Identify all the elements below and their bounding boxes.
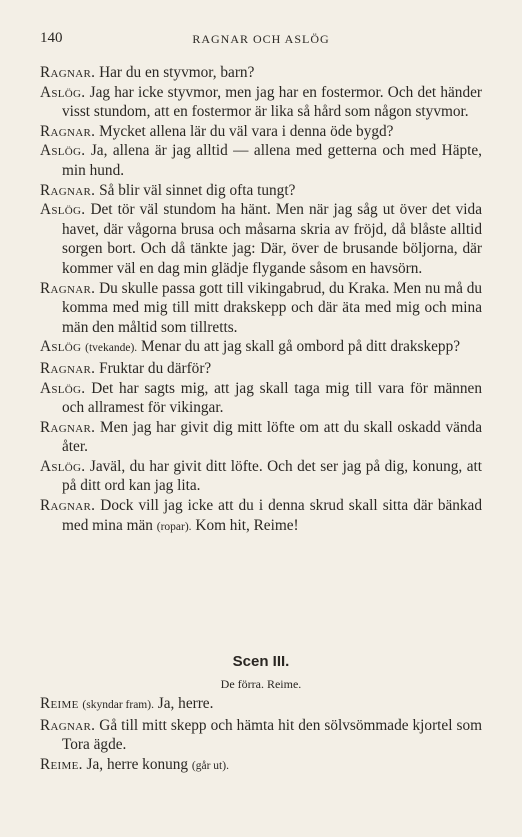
speech-text: Du skulle passa gott till vikingabrud, du Kraka. Men nu må du komma med mig till mitt drakskepp och där äta med mig och mina män den måltid som tillretts. (62, 279, 482, 336)
speaker-name: Ragnar. (40, 64, 96, 81)
speaker-name: Aslög. (40, 457, 86, 475)
speaker-name: Ragnar. (40, 122, 96, 140)
speech (40, 755, 482, 777)
speaker-name: Ragnar. (40, 716, 96, 734)
stage-direction: (skyndar fram). (82, 699, 154, 711)
speech (40, 83, 482, 122)
speaker-name: Ragnar. (40, 181, 96, 199)
speech-text: Dock vill jag icke att du i denna skrud skall sitta där bänkad med mina män (62, 497, 482, 534)
stage-direction: (ropar). (156, 520, 192, 533)
running-head: RAGNAR OCH ASLÖG (192, 32, 330, 46)
speech-text: Ja, allena är jag alltid — allena med getterna och med Häpte, min hund. (62, 142, 483, 179)
speech-text: Gå till mitt skepp och hämta hit den sölvsömmade kjortel som Tora ägde. (62, 716, 482, 754)
dialogue-section (40, 63, 482, 537)
scene-cast: De förra. Reime. (220, 677, 302, 691)
speaker-name: Aslög. (40, 142, 86, 160)
speaker-name: Ragnar. (40, 359, 96, 377)
speech-text: Det tör väl stundom ha hänt. Men när jag såg ut över det vida havet, där vågorna brusa och måsarna skria av fröjd, då blåste alltid sorgen bort. Och då tänkte jag: Där, över de brusande böljorna, där kommer väl en dag min glädje flygande såsom en havsörn. (62, 201, 483, 277)
speech-text: Javäl, du har givit ditt löfte. Och det ser jag på dig, konung, att på ditt ord kan jag lita. (62, 457, 482, 495)
scene-heading (40, 652, 482, 692)
speech (40, 716, 482, 755)
speech (40, 122, 482, 142)
speaker-name: Aslög. (40, 379, 86, 397)
speech-text: Mycket allena lär du väl vara i denna öde bygd? (99, 122, 394, 140)
speech (40, 63, 482, 83)
speaker-name: Reime. (40, 755, 83, 773)
speech (40, 418, 482, 457)
speech (40, 359, 482, 379)
speech (40, 141, 482, 180)
page-header (40, 30, 482, 52)
speaker-name: Aslög (40, 338, 82, 356)
speech-text: Det har sagts mig, att jag skall taga mig till vara för männen och allramest för vikingar. (62, 379, 482, 417)
speech (40, 379, 482, 418)
stage-direction: (går ut). (191, 759, 229, 772)
speech (40, 181, 482, 201)
speech-text: Men jag har givit dig mitt löfte om att du skall oskadd vända åter. (62, 418, 482, 456)
speaker-name: Ragnar. (40, 418, 96, 436)
speech (40, 496, 482, 537)
stage-direction: (tvekande). (85, 342, 138, 355)
speaker-name: Reime (40, 695, 79, 712)
speaker-name: Aslög. (40, 83, 86, 101)
speech-text: Kom hit, Reime! (195, 516, 299, 534)
page-number: 140 (40, 30, 63, 46)
speaker-name: Ragnar. (40, 497, 96, 515)
dialogue-section-scene-3 (40, 694, 482, 776)
speech-text: Så blir väl sinnet dig ofta tungt? (99, 181, 296, 199)
speech-text: Ja, herre. (157, 695, 214, 712)
speaker-name: Aslög. (40, 201, 86, 219)
speaker-name: Ragnar. (40, 279, 96, 297)
speech (40, 200, 482, 278)
scene-title: Scen III. (232, 653, 290, 670)
speech-text: Jag har icke styvmor, men jag har en fostermor. Och det händer visst stundom, att en fostermor är lika så hård som någon styvmor. (62, 83, 482, 121)
speech-text: Har du en styvmor, barn? (99, 64, 255, 81)
speech-text: Ja, herre konung (86, 755, 189, 773)
speech (40, 694, 482, 716)
speech (40, 457, 482, 496)
speech-text: Menar du att jag skall gå ombord på ditt drakskepp? (140, 338, 461, 356)
speech-text: Fruktar du därför? (99, 359, 212, 377)
speech (40, 337, 482, 359)
speech (40, 279, 482, 338)
